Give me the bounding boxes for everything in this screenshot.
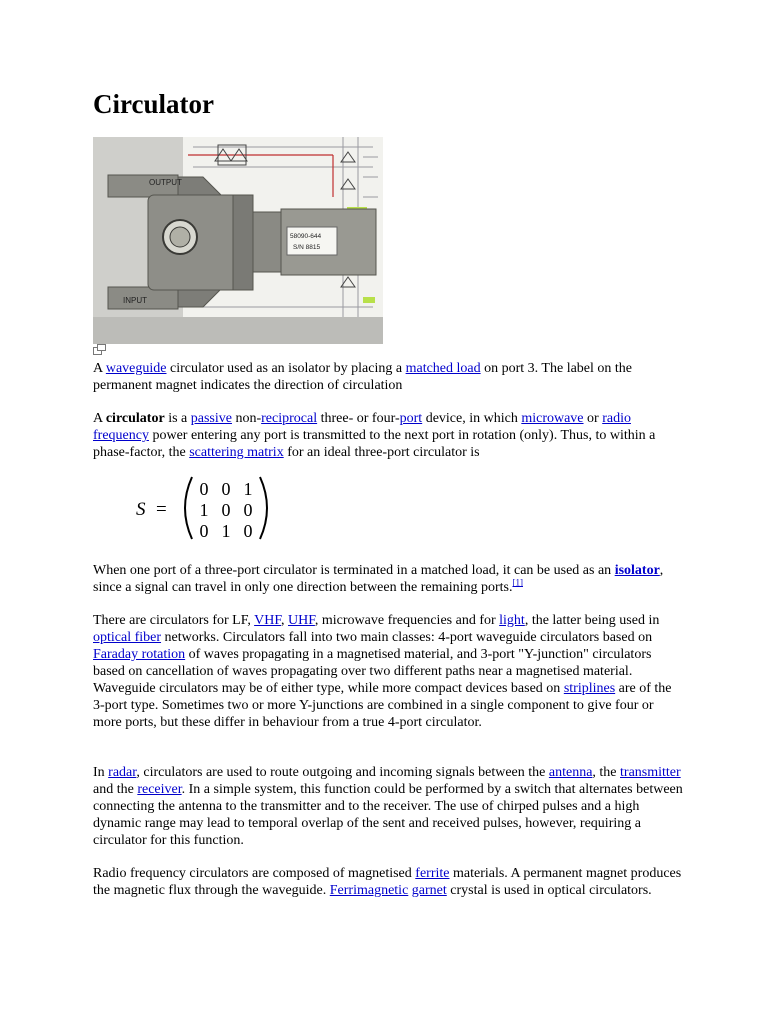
link-striplines[interactable]: striplines bbox=[563, 681, 616, 696]
circulator-illustration bbox=[93, 137, 383, 344]
link-radar[interactable]: radar bbox=[108, 765, 137, 780]
link-reciprocal[interactable]: reciprocal bbox=[261, 411, 318, 426]
image-caption: A waveguide circulator used as an isolator by placing a matched load on port 3. The label on the permanent magnet indicates the direction of circulation bbox=[93, 361, 632, 393]
link-radio-frequency[interactable]: radio frequency bbox=[93, 411, 631, 443]
link-port[interactable]: port bbox=[399, 411, 423, 426]
link-vhf[interactable]: VHF bbox=[254, 613, 281, 628]
link-transmitter[interactable]: transmitter bbox=[620, 765, 681, 780]
scattering-matrix-formula bbox=[136, 473, 276, 543]
paragraph-materials: Radio frequency circulators are composed of magnetised ferrite materials. A permanent magnet produces the magnetic flux through the waveguide. Ferrimagnetic garnet crystal is used in optical circulators. bbox=[93, 866, 682, 898]
matrix-cell: 0 bbox=[199, 521, 209, 541]
matrix-equals: = bbox=[156, 499, 167, 520]
link-uhf[interactable]: UHF bbox=[288, 613, 315, 628]
sticker-line-1: 58090-644 bbox=[290, 233, 322, 240]
link-scattering-matrix[interactable]: scattering matrix bbox=[189, 445, 284, 460]
enlarge-icon[interactable] bbox=[93, 344, 106, 355]
matrix-cell: 0 bbox=[199, 479, 209, 499]
page-title: Circulator bbox=[93, 89, 214, 119]
paragraph-isolator: When one port of a three-port circulator is terminated in a matched load, it can be used as an isolator, since a signal can travel in only one direction between the remaining ports.[1] bbox=[93, 563, 664, 595]
matrix-cell: 0 bbox=[221, 500, 231, 520]
link-passive[interactable]: passive bbox=[190, 411, 232, 426]
term-circulator: circulator bbox=[105, 411, 165, 426]
matrix-cell: 1 bbox=[221, 521, 231, 541]
matrix-cell: 0 bbox=[243, 500, 253, 520]
matrix-cell: 1 bbox=[243, 479, 253, 499]
matrix-cell: 1 bbox=[199, 500, 209, 520]
matrix-left-paren bbox=[185, 477, 192, 539]
label-input: INPUT bbox=[123, 296, 147, 305]
link-isolator[interactable]: isolator bbox=[614, 563, 660, 578]
link-waveguide[interactable]: waveguide bbox=[105, 361, 167, 376]
link-microwave[interactable]: microwave bbox=[521, 411, 584, 426]
link-receiver[interactable]: receiver bbox=[137, 782, 182, 797]
link-antenna[interactable]: antenna bbox=[548, 765, 593, 780]
label-output: OUTPUT bbox=[149, 178, 182, 187]
matrix-symbol: S bbox=[136, 499, 146, 520]
matrix-right-paren bbox=[260, 477, 267, 539]
link-optical-fiber[interactable]: optical fiber bbox=[93, 630, 162, 645]
link-matched-load[interactable]: matched load bbox=[405, 361, 481, 376]
matrix-cell: 0 bbox=[221, 479, 231, 499]
link-light[interactable]: light bbox=[499, 613, 525, 628]
circulator-photo[interactable] bbox=[93, 137, 383, 344]
link-ferrite[interactable]: ferrite bbox=[415, 866, 450, 881]
sticker-line-2: S/N 8815 bbox=[293, 244, 321, 251]
paragraph-radar: In radar, circulators are used to route outgoing and incoming signals between the antenna, the transmitter and the receiver. In a simple system, this function could be performed by a switch that alternates between connecting the antenna to the transmitter and to the receiver. The use of chirped pulses and a high dynamic range may lead to temporal overlap of the sent and received pulses, however, requiring a circulator for this function. bbox=[93, 765, 683, 848]
paragraph-definition: A circulator is a passive non-reciprocal three- or four-port device, in which microwave or radio frequency power entering any port is transmitted to the next port in rotation (only). Thus, to within a phase-factor, the scattering matrix for an ideal three-port circulator is bbox=[93, 411, 656, 460]
paragraph-types: There are circulators for LF, VHF, UHF, microwave frequencies and for light, the latter being used in optical fiber networks. Circulators fall into two main classes: 4-port waveguide circulators based on Faraday rotation of waves propagating in a magnetised material, and 3-port "Y-junction" circulators based on cancellation of waves propagating over two different paths near a magnetised material. Waveguide circulators may be of either type, while more compact devices based on striplines are of the 3-port type. Sometimes two or more Y-junctions are combined in a single component to give four or more ports, but these differ in behaviour from a true 4-port circulator. bbox=[93, 613, 672, 730]
link-ferrimagnetic[interactable]: Ferrimagnetic bbox=[329, 883, 409, 898]
link-garnet[interactable]: garnet bbox=[411, 883, 447, 898]
matrix-cell: 0 bbox=[243, 521, 253, 541]
reference-link-1[interactable]: [1] bbox=[512, 577, 523, 588]
link-faraday-rotation[interactable]: Faraday rotation bbox=[93, 647, 186, 662]
